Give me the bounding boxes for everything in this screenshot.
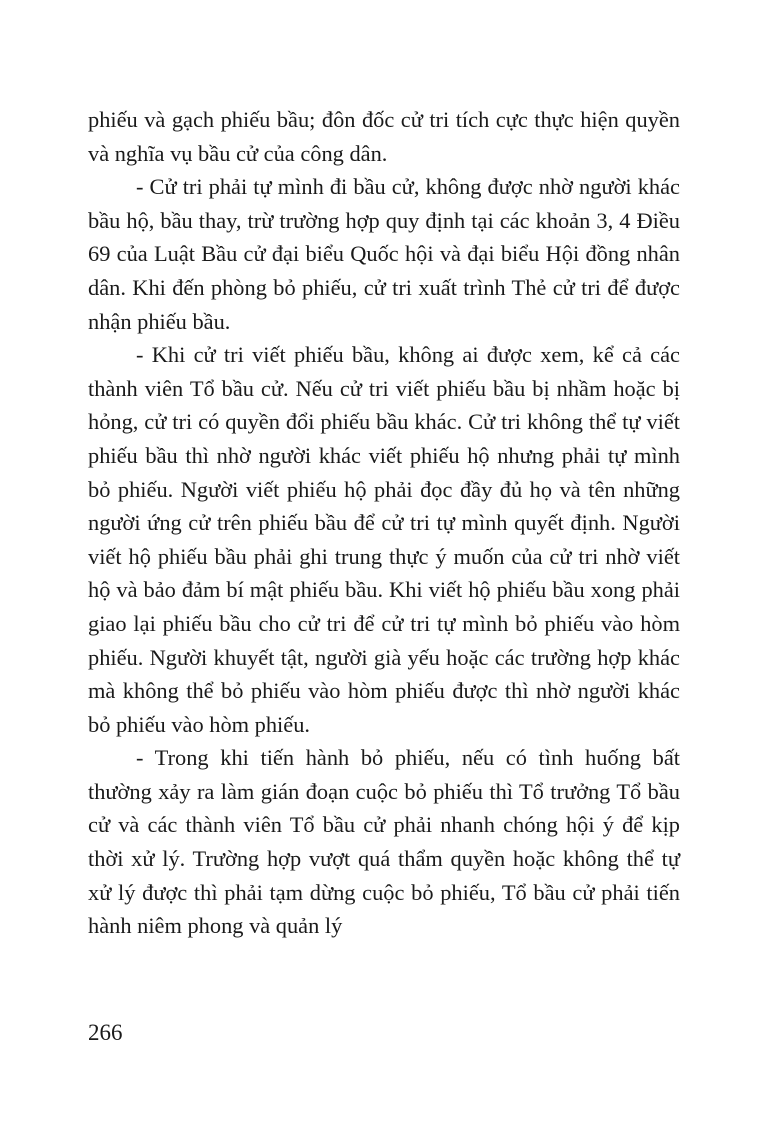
paragraph-secret-ballot-writing: - Khi cử tri viết phiếu bầu, không ai được xem, kể cả các thành viên Tổ bầu cử. Nếu cử tri viết phiếu bầu bị nhầm hoặc bị hỏng, cử tri có quyền đổi phiếu bầu khác. Cử tri không thể tự viết phiếu bầu thì nhờ người khác viết phiếu hộ nhưng phải tự mình bỏ phiếu. Người viết phiếu hộ phải đọc đầy đủ họ và tên những người ứng cử trên phiếu bầu để cử tri tự mình quyết định. Người viết hộ phiếu bầu phải ghi trung thực ý muốn của cử tri nhờ viết hộ và bảo đảm bí mật phiếu bầu. Khi viết hộ phiếu bầu xong phải giao lại phiếu bầu cho cử tri để cử tri tự mình bỏ phiếu vào hòm phiếu. Người khuyết tật, người già yếu hoặc các trường hợp khác mà không thể bỏ phiếu vào hòm phiếu được thì nhờ người khác bỏ phiếu vào hòm phiếu. — [88, 342, 680, 737]
paragraph-voter-must-vote-in-person: - Cử tri phải tự mình đi bầu cử, không được nhờ người khác bầu hộ, bầu thay, trừ trường hợp quy định tại các khoản 3, 4 Điều 69 của Luật Bầu cử đại biểu Quốc hội và đại biểu Hội đồng nhân dân. Khi đến phòng bỏ phiếu, cử tri xuất trình Thẻ cử tri để được nhận phiếu bầu. — [88, 174, 680, 334]
page-number: 266 — [88, 1020, 123, 1045]
paragraph-voting-interruption: - Trong khi tiến hành bỏ phiếu, nếu có tình huống bất thường xảy ra làm gián đoạn cuộc bỏ phiếu thì Tổ trưởng Tổ bầu cử và các thành viên Tổ bầu cử phải nhanh chóng hội ý để kịp thời xử lý. Trường hợp vượt quá thẩm quyền hoặc không thể tự xử lý được thì phải tạm dừng cuộc bỏ phiếu, Tổ bầu cử phải tiến hành niêm phong và quản lý — [88, 745, 680, 939]
paragraph-continuation: phiếu và gạch phiếu bầu; đôn đốc cử tri tích cực thực hiện quyền và nghĩa vụ bầu cử của công dân. — [88, 107, 680, 166]
page-body — [88, 103, 680, 943]
